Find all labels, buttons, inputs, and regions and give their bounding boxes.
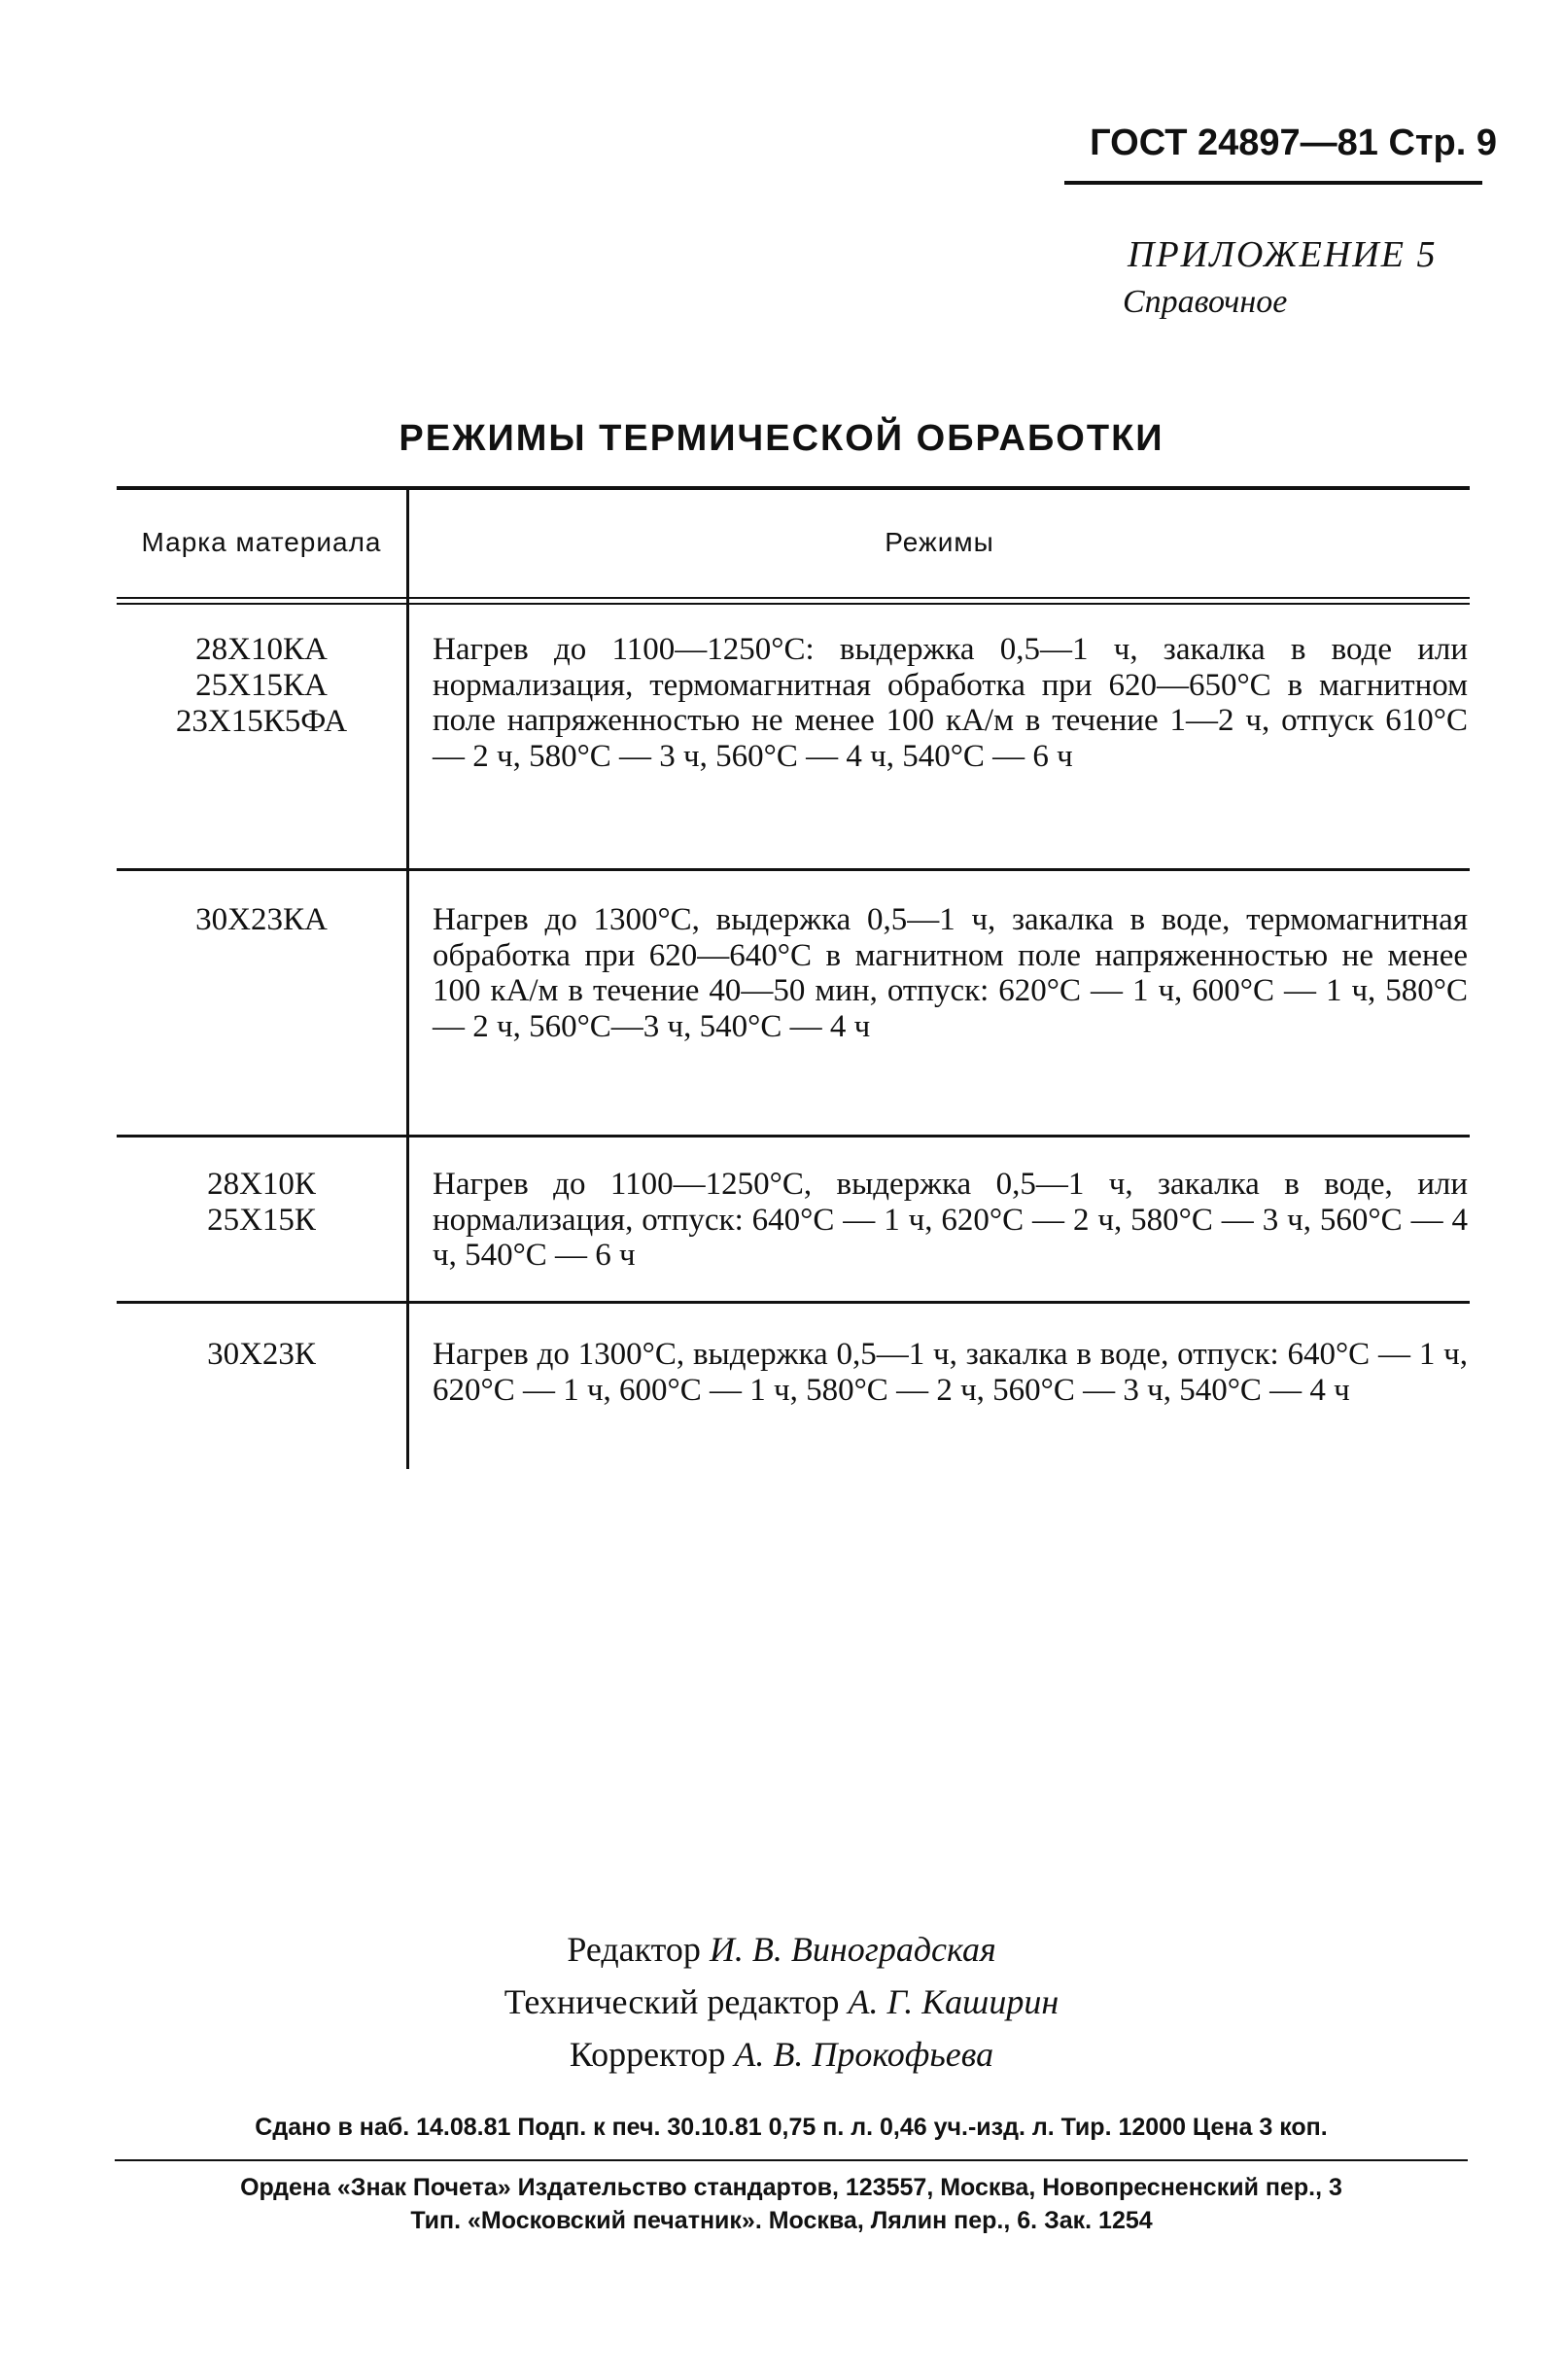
credit-proofreader	[0, 2028, 1563, 2081]
table-row-grades	[117, 902, 406, 938]
document-title: РЕЖИМЫ ТЕРМИЧЕСКОЙ ОБРАБОТКИ	[399, 418, 1164, 459]
credits-block	[0, 1923, 1563, 2081]
table-row-mode: Нагрев до 1100—1250°С: выдержка 0,5—1 ч, закалка в воде или нормализация, термомагнитная обработка при 620—650°С в магнитном поле напряженностью не менее 100 кА/м в течение 1—2 ч, отпуск 610°С — 2 ч, 580°С — 3 ч, 560°С — 4 ч, 540°С — 6 ч	[433, 632, 1468, 774]
table-row-mode: Нагрев до 1100—1250°С, выдержка 0,5—1 ч, закалка в воде, или нормализация, отпуск: 640°С — 1 ч, 620°С — 2 ч, 580°С — 3 ч, 560°С — 4 ч, 540°С — 6 ч	[433, 1167, 1468, 1273]
grade-cell: 28Х10К	[207, 1167, 316, 1202]
header-rule-lower	[117, 603, 1470, 605]
credit-name: А. Г. Каширин	[848, 1982, 1059, 2021]
column-header-modes: Режимы	[885, 527, 994, 557]
row-separator	[117, 1135, 1470, 1138]
credit-name: И. В. Виноградская	[709, 1930, 996, 1969]
grade-cell: 30Х23К	[207, 1337, 316, 1372]
credit-tech-editor	[0, 1976, 1563, 2028]
page-header: ГОСТ 24897—81 Стр. 9	[1090, 122, 1497, 163]
grade-cell: 28Х10КА	[195, 632, 328, 667]
imprint-printer: Тип. «Московский печатник». Москва, Лялин пер., 6. Зак. 1254	[410, 2207, 1153, 2234]
table-row-mode: Нагрев до 1300°С, выдержка 0,5—1 ч, закалка в воде, термомагнитная обработка при 620—640°С в магнитном поле напряженностью не менее 100 кА/м в течение 40—50 мин, отпуск: 620°С — 1 ч, 600°С — 1 ч, 580°С — 2 ч, 560°С—3 ч, 540°С — 4 ч	[433, 902, 1468, 1044]
imprint-publisher: Ордена «Знак Почета» Издательство стандартов, 123557, Москва, Новопресненский пер., 3	[240, 2174, 1342, 2201]
grade-cell: 25Х15К	[207, 1203, 316, 1238]
imprint-line: Сдано в наб. 14.08.81 Подп. к печ. 30.10.81 0,75 п. л. 0,46 уч.-изд. л. Тир. 12000 Цена 3 коп.	[255, 2114, 1328, 2141]
appendix-subtitle: Справочное	[1123, 284, 1288, 320]
row-separator	[117, 868, 1470, 871]
grade-cell: 25Х15КА	[195, 668, 328, 703]
credit-role: Корректор	[569, 2035, 726, 2074]
table-row-mode: Нагрев до 1300°С, выдержка 0,5—1 ч, закалка в воде, отпуск: 640°С — 1 ч, 620°С — 1 ч, 600°С — 1 ч, 580°С — 2 ч, 560°С — 3 ч, 540°С — 4 ч	[433, 1337, 1468, 1408]
grade-cell: 30Х23КА	[195, 902, 328, 937]
column-divider	[406, 490, 409, 1469]
table-top-rule	[117, 486, 1470, 490]
row-separator	[117, 1301, 1470, 1304]
credit-role: Редактор	[567, 1930, 701, 1969]
credit-name: А. В. Прокофьева	[734, 2035, 994, 2074]
header-rule	[1064, 181, 1482, 185]
credit-role: Технический редактор	[504, 1982, 840, 2021]
imprint-rule	[115, 2159, 1468, 2161]
column-header-grade: Марка материала	[141, 527, 382, 557]
appendix-title: ПРИЛОЖЕНИЕ 5	[1128, 234, 1438, 275]
header-rule-upper	[117, 597, 1470, 599]
table-row-grades	[117, 1167, 406, 1239]
credit-editor	[0, 1923, 1563, 1976]
table-row-grades	[117, 632, 406, 740]
table-row-grades	[117, 1337, 406, 1373]
grade-cell: 23Х15К5ФА	[175, 704, 348, 739]
